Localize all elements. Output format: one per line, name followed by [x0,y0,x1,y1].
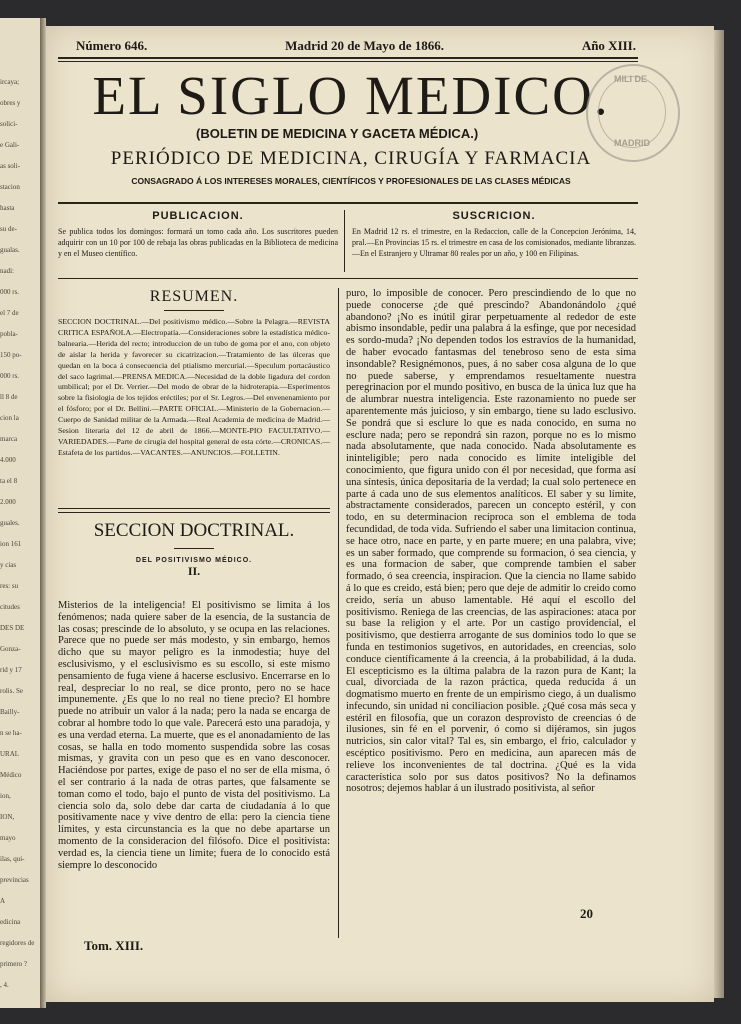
issue-year: Año XIII. [581,38,636,53]
box-divider [344,210,345,272]
issue-number: Número 646. [76,38,148,53]
left-page-fragment: solici- [0,120,18,128]
left-page-fragment: , 4. [0,981,9,989]
left-page-fragment: e Gali- [0,141,20,149]
publicacion-box [58,210,338,259]
left-page-fragment: DES DE [0,624,25,632]
seccion-title: SECCION DOCTRINAL. [93,520,295,541]
resumen-text: SECCION DOCTRINAL.—Del positivismo médico.—Sobre la Pelagra.—REVISTA CRITICA ESPAÑOLA.—Electropatía.—Consideraciones sobre la estadística médico-balnearia.—Herida del recto; introduccion de un tubo de goma por el ano, con objeto de aislar la herida y favorecer su cicatrizacion.—Tratamiento de las úlceras que quedan en la boca á consecuencia del ptialismo mercurial.—Speculum portacáustico del saco lagrimal.—PRENSA MEDICA.—Necesidad de la doble ligadura del cordon umbilical; por el Dr. Verrier.—Del modo de obrar de la hidroterapia.—Esperimentos sobre la fisiologia de los tejidos eréctiles; por el Sr. Legros.—Del envenenamiento por el fósforo; por el Dr. Bellini.—PARTE OFICIAL.—Ministerio de la Gobernacion.—Cuerpo de Sanidad militar de la Armada.—Real Academia de medicina de Madrid.—Sesion literaria del 12 de abril de 1866.—MONTE-PIO FACULTATIVO.—VARIEDADES.—Parte de cirugía del hospital general de esta córte.—CRONICAS.—Estafeta de los partidos.—VACANTES.—ANUNCIOS.—FOLLETIN. [58,317,330,457]
volume-label: Tom. XIII. [84,938,144,953]
left-page-fragment: regidores de [0,939,35,947]
left-page-fragment: obres y [0,99,21,107]
left-page-fragment: Médico [0,771,22,779]
left-page-fragment: as soli- [0,162,21,170]
left-page-fragment: edicina [0,918,21,926]
left-page-fragment: hasta [0,204,15,212]
left-page-fragment: rolis. Se [0,687,23,695]
left-page-fragment: URAL [0,750,20,758]
left-page-fragment: nadi: [0,267,14,275]
left-page-fragment: su de- [0,225,17,233]
stamp-text-bottom: MADRID [614,138,650,148]
resumen-section [58,288,330,459]
left-page-fragment: n se ha- [0,729,22,737]
masthead-subtitle: (BOLETIN DE MEDICINA Y GACETA MÉDICA.) [196,126,479,141]
left-page-fragment: 2.000 [0,498,16,506]
left-page-fragment: citudes [0,603,20,611]
masthead-consagrado: CONSAGRADO Á LOS INTERESES MORALES, CIENTÍFICOS Y PROFESIONALES DE LAS CLASES MÉDICAS [131,176,571,186]
left-page-fragment: cion la [0,414,19,422]
header-rule [58,57,638,59]
resumen-rule-2 [58,512,330,513]
left-page-fragment: ION, [0,813,15,821]
boxes-rule [58,278,638,279]
library-stamp [586,64,680,162]
left-page-fragment: 4.000 [0,456,16,464]
left-page-fragment: stacion [0,183,20,191]
masthead-title: EL SIGLO MEDICO. [92,65,610,126]
left-page-fragment: ta el 8 [0,477,18,485]
left-page-fragment: 000 rs. [0,288,20,296]
left-page-fragment: 000 rs. [0,372,20,380]
left-page-fragment: ilas, qui- [0,855,25,863]
resumen-rule [58,508,330,509]
left-page-fragment: mayo [0,834,16,842]
header-rule-thin [58,61,638,62]
adjacent-page-fragment [0,18,42,1008]
seccion-header [58,520,330,579]
left-page-fragment: rid y 17 [0,666,22,674]
stamp-text-top: MILI DE [614,74,647,84]
article-column-2: puro, lo imposible de conocer. Pero prescindiendo de lo que no puede conocerse ¿de qué prescindo? Abandonándolo ¿qué abandono? ¡No es inútil girar perpetuamente al rededor de este abismo insondable, pedir una palabra á la esfinge, que por necesidad es sordo-muda? ¡No dependen todos los estravíos de la humanidad, de haber evocado fantasmas del tenebroso seno de esta sima insondable? Resignémonos, pues, á no saber cosa alguna de lo que no puede saberse, y emprendamos resueltamente nuestra peregrinacion por el mundo positivo, en busca de la única luz que ha de alumbrar nuestra inteligencia. Este razonamiento no puede ser aparentemente más juicioso, y sin embargo, tiene su lado esclusivo. Se pondrá que si esclure lo que es nada conocido, en suma no esclure nada; pero se repondrá sin razon, porque no es lo mismo nada absolutamente, que nada conocido. Nada absolutamente es ininteligible; pero nada conocido es límite inteligible del conocimiento, que figura unido con él por necesidad, que forma así una síntesis, única depositaria de la verdad; la cual solo pertenece en parte á cada uno de sus elementos analíticos. El saber y su límite, abstractamente considerados, parecen un concepto estéril, y con todo, en su determinacion recíproca son el emblema de toda fecundidad, de toda vida. Sufriendo el saber una limitacion continua, se hace otro, nace en parte, y en parte muere; en una palabra, vive; es un saber formado, que comprende su formacion, ó sea ciencia, y es una formacion de saber, que comprende tambien el saber formado, ó sea creencia, inspiracion. Que la ciencia no llame sabido á lo que es creido, está bien; pero que deje de admitir lo creido como creido, sería un abuso lamentable. Hé aquí el escollo del positivismo. Reniega de las creencias, de las aspiraciones: ataca por su base la religion y el arte. Por un castigo providencial, el positivismo, que destierra arrogante de sus dominios todo lo que se funda en testimonios sugetivos, en autoridades, en creencias, solo conduce científicamente á la creencia, á la probabilidad, á la duda. El escepticismo es la última palabra de la razon pura de Kant; la cual, divorciada de la razon práctica, queda reducida á un dogmatismo muerto en frente de un empirismo ciego, á un dualismo infecundo, sin unidad ni conciliacion posible. ¿Qué cosa más seca y estéril en filosofía, que un corazon desprovisto de creencias ó de ilusiones, sin fé en el porvenir, ó como si dijéramos, sin jugos nutricios, sin calor vital? Tal es, sin embargo, el frio, calculador y escéptico positivismo. Pero en medicina, aun aparecen más de relieve los inconvenientes de tal doctrina. ¿Qué es la vida característica solo por sus datos positivos? No la definamos nosotros; dejemos hablar á un ilustrado positivista, al señor [346,288,636,795]
left-page-fragment: ion, [0,792,11,800]
seccion-numeral: II. [187,564,201,578]
resumen-title: RESUMEN. [149,288,239,305]
left-page-fragment: marca [0,435,18,443]
left-page-fragment: res: su [0,582,19,590]
page-number: 20 [580,906,593,921]
publicacion-title: PUBLICACION. [152,210,244,222]
left-page-fragment: guales. [0,519,20,527]
suscricion-box [352,210,636,259]
masthead-tagline: PERIÓDICO DE MEDICINA, CIRUGÍA Y FARMACIA [110,148,592,169]
masthead-rule [58,202,638,204]
left-page-fragment: primero ? [0,960,28,968]
left-page-fragment: Gonza- [0,645,21,653]
seccion-subtitle: DEL POSITIVISMO MÉDICO. [135,557,253,564]
left-page-fragment: pobla- [0,330,18,338]
left-page-fragment: ll 8 de [0,393,18,401]
left-page-fragment: el 7 de [0,309,19,317]
issue-date: Madrid 20 de Mayo de 1866. [285,38,444,53]
article-column-1: Misterios de la inteligencia! El positivismo se limita á los fenómenos; nada quiere saber de la esencia, de la sustancia de las cosas; prescinde de lo absoluto, y se ocupa en las relaciones. Parece que no puede ser más modesto, y sin embargo, hemos dicho que su mayor peligro es la inmodestia; huye del esclusivismo, y el esclusivismo es su escollo, si este mismo pensamiento de fuga viene á hacerse esclusivo. Encerrarse en lo real, despreciar lo no real, se dice pronto, pero no se hace impunemente. ¿Es que lo no real no tiene precio? El hombre puede no atribuir un valor á la nada; pero la nada se encarga de cobrar al hombre todo lo que vale. Parecerá esto una paradoja, y es una verdad eterna. La muerte, que es el anonadamiento de las cosas, se halla en todo momento suspendida sobre las cosas mismas, y gravita con un peso que es en vano desconocer. Haciéndose por partes, exige de paso el no ser de ella misma, ó el ser contrario á la nada de otras partes, que falsamente se toman como el todo, bajo el punto de vista del positivismo. La ciencia solo da, solo debe dar carta de ciudadanía á lo que positivamente nace y vive dentro de ella: pero la ciencia tiene límites, y esta circunstancia es la que no debe apartarse un momento de la consideracion del filósofo. Dice el positivista: verdad es, la ciencia tiene un límite; fuera de lo conocido está siempre lo desconocido [58,600,330,871]
left-page-fragment: 150 po- [0,351,22,359]
left-page-fragment: y cias [0,561,17,569]
left-page-fragment: ion 161 [0,540,22,548]
suscricion-text: En Madrid 12 rs. el trimestre, en la Redaccion, calle de la Concepcion Jerónima, 14, pral.—En Provincias 15 rs. el trimestre en casa de los comisionados, mediante libranzas.—En el Estranjero y Ultramar 80 reales por un año, y 100 en Filipinas. [352,227,636,258]
column-divider [338,288,339,938]
publicacion-text: Se publica todos los domingos: formará un tomo cada año. Los suscritores pueden adquirir con un 10 por 100 de rebaja las obras publicadas en la Biblioteca de medicina y en el Museo científico. [58,227,338,258]
issue-meta [76,38,636,54]
left-page-fragment: ircaya; [0,78,20,86]
left-page-fragment: gualas. [0,246,20,254]
left-page-fragment: Bailly- [0,708,20,716]
left-page-fragment: previncias [0,876,29,884]
suscricion-title: SUSCRICION. [452,210,536,222]
page-edge [714,30,724,998]
left-page-fragment: A [0,897,6,905]
newspaper-page [46,26,714,1002]
